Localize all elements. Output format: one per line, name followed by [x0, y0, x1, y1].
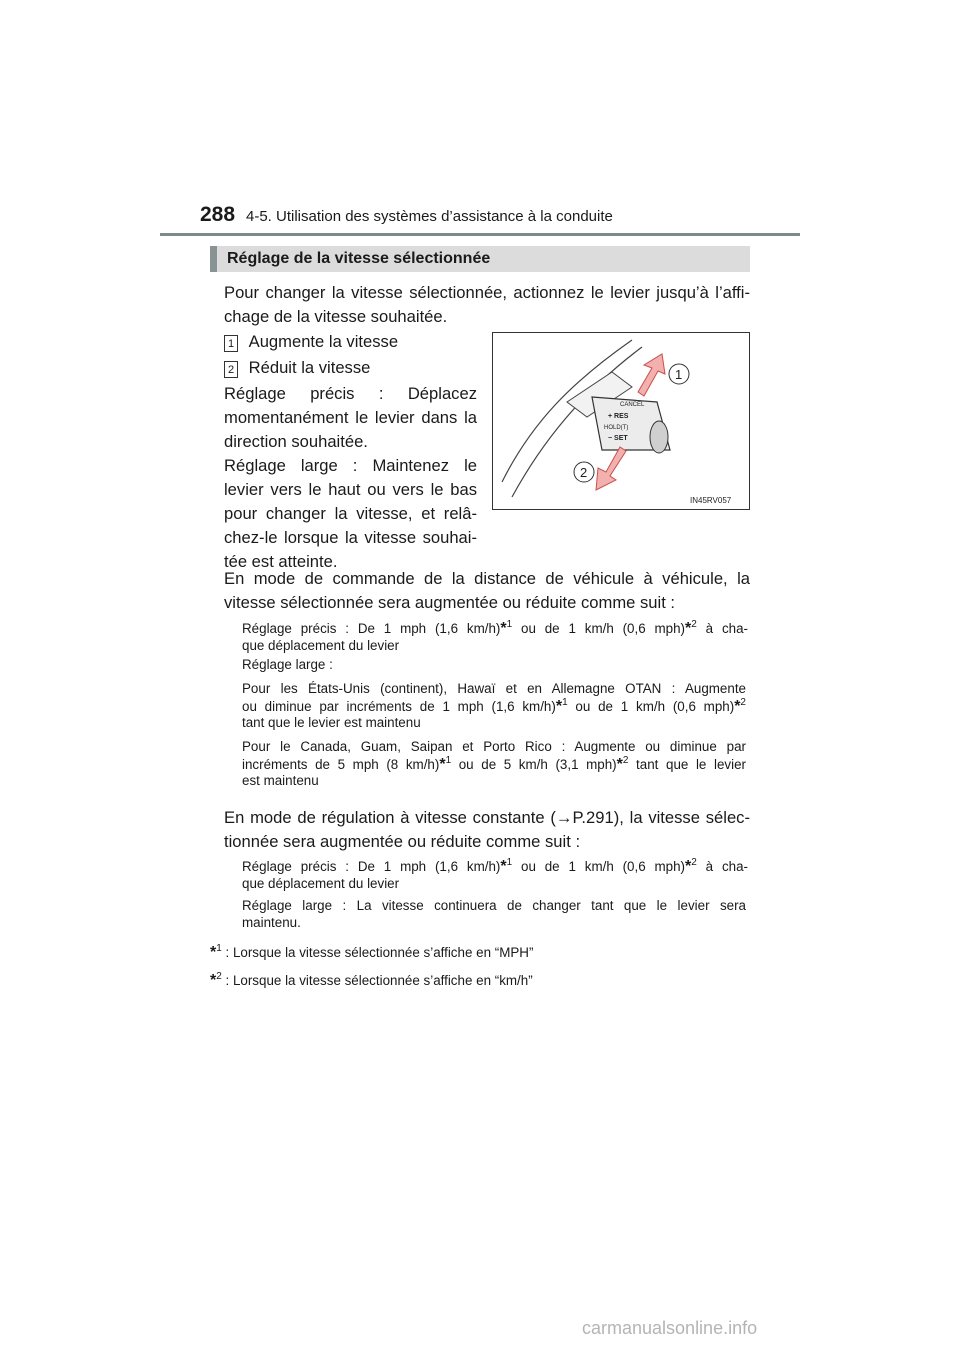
intro-line-2: chage de la vitesse souhaitée. — [224, 307, 448, 326]
usa-line-1: Pour les États-Unis (continent), Hawaï et en Allemagne OTAN : Augmente — [242, 681, 746, 696]
coarse-adjust-line-5: tée est atteinte. — [224, 552, 338, 571]
distance-fine-line-2: que déplacement du levier — [242, 638, 400, 653]
constant-coarse-line-1: Réglage large : La vitesse continuera de changer tant que le levier sera — [242, 898, 746, 913]
distance-fine-line-1: Réglage précis : De 1 mph (1,6 km/h)*$^1$ ou de 1 km/h (0,6 mph)*$^2$ à cha- — [242, 619, 749, 637]
constant-mode-line-2: tionnée sera augmentée ou réduite comme suit : — [224, 832, 581, 851]
arrow-right-icon: → — [555, 808, 573, 827]
canada-line-2: incréments de 5 mph (8 km/h)*$^1$ ou de 5 km/h (3,1 mph)*$^2$ tant que le levier — [242, 755, 746, 773]
coarse-adjust-line-2: levier vers le haut ou vers le bas — [224, 480, 477, 499]
fine-adjust-line-3: direction souhaitée. — [224, 432, 368, 451]
fine-adjust-line-1: Réglage précis : Déplacez — [224, 384, 477, 403]
callout-number-2: 2 — [224, 361, 238, 378]
header-rule — [160, 233, 800, 236]
footnote-2: *$^2$ : Lorsque la vitesse sélectionnée s’affiche en “km/h” — [210, 971, 533, 989]
list-item-increase-text: Augmente la vitesse — [248, 332, 399, 351]
callout-circle-2-label: 2 — [580, 465, 588, 480]
distance-mode-line-1: En mode de commande de la distance de véhicule à véhicule, la — [224, 569, 750, 588]
distance-mode-line-2: vitesse sélectionnée sera augmentée ou réduite comme suit : — [224, 593, 676, 612]
coarse-adjust-line-1: Réglage large : Maintenez le — [224, 456, 477, 475]
fine-adjust-line-2: momentanément le levier dans la — [224, 408, 477, 427]
callout-circle-1-label: 1 — [675, 367, 683, 382]
watermark: carmanualsonline.info — [582, 1318, 758, 1338]
lever-tip-button — [650, 421, 668, 453]
intro-line-1: Pour changer la vitesse sélectionnée, actionnez le levier jusqu’à l’affi- — [224, 283, 750, 302]
constant-coarse-line-2: maintenu. — [242, 915, 301, 930]
usa-line-2: ou diminue par incréments de 1 mph (1,6 km/h)*$^1$ ou de 1 km/h (0,6 mph)*$^2$ — [242, 697, 746, 715]
cancel-label: CANCEL — [620, 402, 645, 408]
usa-line-3: tant que le levier est maintenu — [242, 715, 421, 730]
page-number: 288 — [200, 203, 236, 226]
canada-line-1: Pour le Canada, Guam, Saipan et Porto Rico : Augmente ou diminue par — [242, 739, 746, 754]
set-label: − SET — [608, 435, 628, 442]
distance-coarse-label: Réglage large : — [242, 657, 333, 672]
list-item-decrease-text: Réduit la vitesse — [248, 358, 371, 377]
figure-code: IN45RV057 — [690, 496, 732, 505]
canada-line-3: est maintenu — [242, 773, 319, 788]
callout-number-1: 1 — [224, 335, 238, 352]
coarse-adjust-line-4: chez-le lorsque la vitesse souhai- — [224, 528, 477, 547]
constant-fine-line-2: que déplacement du levier — [242, 876, 400, 891]
constant-fine-line-1: Réglage précis : De 1 mph (1,6 km/h)*$^1$ ou de 1 km/h (0,6 mph)*$^2$ à cha- — [242, 857, 749, 875]
chapter-title: 4-5. Utilisation des systèmes d’assistance à la conduite — [246, 208, 613, 225]
list-item-decrease — [224, 356, 370, 380]
hold-label: HOLD(T) — [604, 425, 629, 431]
list-item-increase — [224, 330, 398, 354]
footnote-1: *$^1$ : Lorsque la vitesse sélectionnée s’affiche en “MPH” — [210, 943, 534, 961]
coarse-adjust-line-3: pour changer la vitesse, et relâ- — [224, 504, 477, 523]
section-heading: Réglage de la vitesse sélectionnée — [210, 246, 750, 272]
lever-illustration — [492, 332, 750, 510]
res-label: + RES — [608, 413, 629, 420]
constant-mode-line-1: En mode de régulation à vitesse constante (→P.291), la vitesse sélec- — [224, 808, 750, 827]
